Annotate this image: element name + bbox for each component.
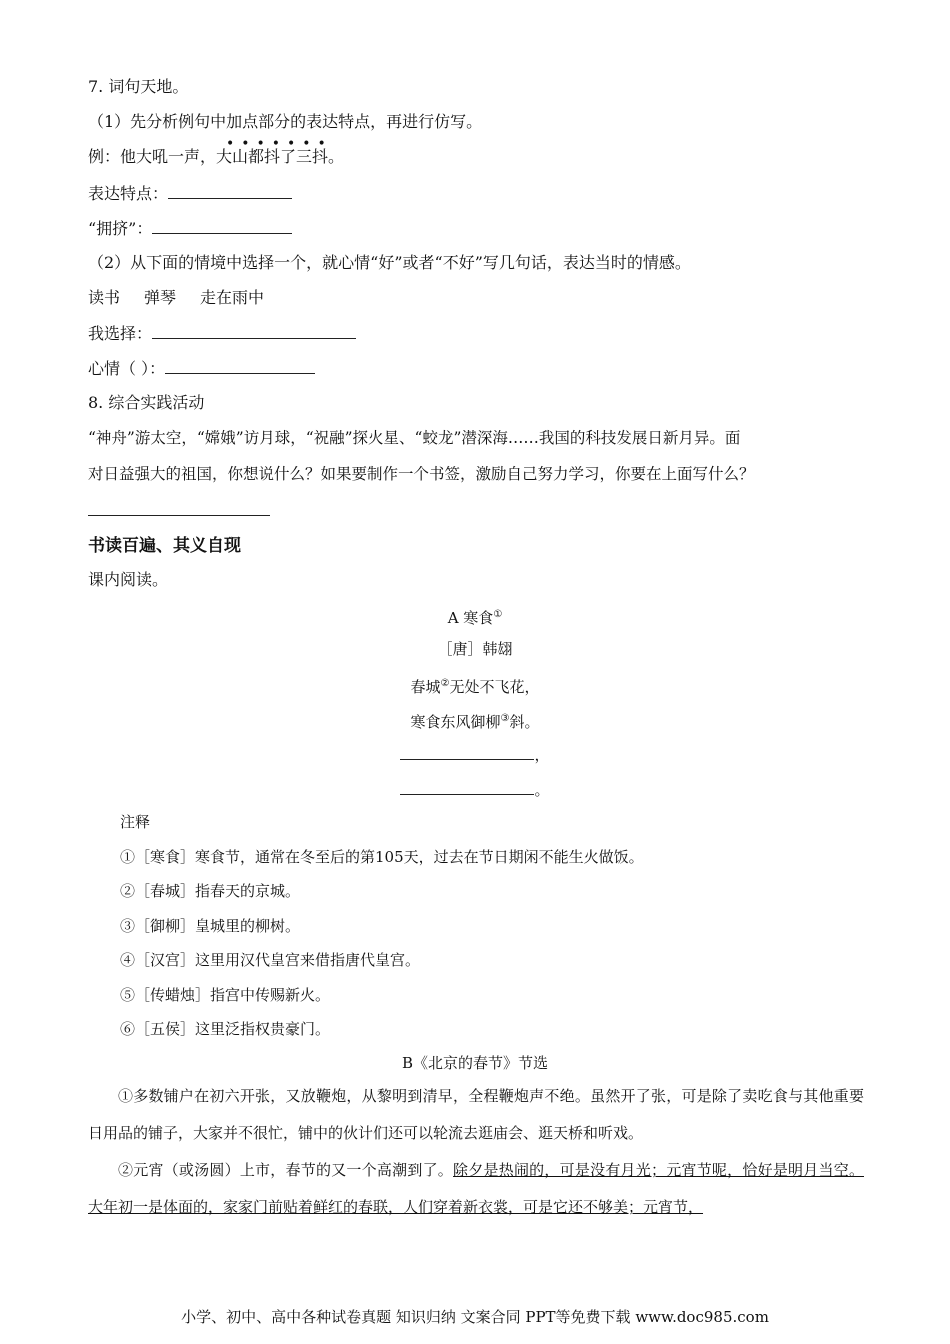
poem-blank-line1	[0, 743, 950, 766]
note-item: ⑥［五侯］这里泛指权贵豪门。	[120, 1020, 331, 1038]
poem-line2	[0, 708, 950, 733]
feature-blank[interactable]	[168, 182, 292, 199]
poem-blank2[interactable]	[400, 778, 534, 795]
mood-blank[interactable]	[165, 357, 315, 374]
note-item: ③［御柳］皇城里的柳树。	[120, 917, 301, 935]
option-piano: 弹琴	[144, 288, 177, 307]
example-prefix: 例：他大吼一声，	[88, 147, 217, 166]
poem-title-note: ①	[493, 609, 503, 620]
options-row	[88, 287, 264, 309]
poem-blank-line2	[0, 778, 950, 801]
emphasis-dots: •••••••	[226, 136, 333, 152]
choose-row	[88, 322, 356, 345]
poem-blank2-end: 。	[534, 781, 550, 799]
poem-line1-b: 无处不飞花，	[449, 678, 540, 696]
section-heading: 书读百遍、其义自现	[88, 536, 241, 556]
example-dotted: 大山都抖了三抖	[216, 147, 329, 166]
note-item: ①［寒食］寒食节，通常在冬至后的第105天，过去在节日期闲不能生火做饭。	[120, 848, 644, 866]
poem-author: ［唐］韩翃	[437, 640, 513, 658]
passage-p1: ①多数铺户在初六开张，又放鞭炮，从黎明到清早，全程鞭炮声不绝。虽然开了张，可是除了卖吃食与其他重要日用品的铺子，大家并不很忙，铺中的伙计们还可以轮流去逛庙会、逛天桥和听戏。	[88, 1087, 864, 1142]
poem-line1	[0, 673, 950, 698]
poem-line2-note: ③	[500, 713, 510, 724]
poem-line2-a: 寒食东风御柳	[410, 713, 501, 731]
q8-title: 8. 综合实践活动	[88, 393, 205, 412]
answer-line[interactable]	[88, 515, 270, 516]
poem-line1-a: 春城	[410, 678, 441, 696]
crowd-label: “拥挤”：	[88, 219, 153, 238]
q8-line1: “神舟”游太空，“嫦娥”访月球，“祝融”探火星、“蛟龙”潜深海……我国的科技发展日新月异。面	[88, 429, 741, 447]
q7-title: 7. 词句天地。	[88, 77, 189, 96]
q7-part1: （1）先分析例句中加点部分的表达特点，再进行仿写。	[88, 112, 483, 131]
q8-line2: 对日益强大的祖国，你想说什么？如果要制作一个书签，激励自己努力学习，你要在上面写什么？	[88, 465, 755, 483]
note-item: ④［汉宫］这里用汉代皇宫来借指唐代皇宫。	[120, 951, 421, 969]
feature-label: 表达特点：	[88, 184, 169, 203]
passage-p2	[88, 1152, 864, 1226]
choose-blank[interactable]	[152, 322, 356, 339]
poem-title	[0, 604, 950, 629]
poem-line1-note: ②	[440, 678, 450, 689]
poem-title-text: A 寒食	[447, 609, 494, 627]
crowd-blank[interactable]	[152, 217, 292, 234]
passage-p2-underlined: 除夕是热闹的，可是没有月光；元宵节呢，恰好是明月当空。大年初一是体面的，家家门前贴着鲜红的春联，人们穿着新衣裳，可是它还不够美；元宵节，	[88, 1161, 864, 1216]
poem-blank1[interactable]	[400, 743, 534, 760]
example-suffix: 。	[328, 147, 345, 166]
passage-title: B《北京的春节》节选	[401, 1054, 549, 1072]
choose-label: 我选择：	[88, 324, 153, 343]
notes-heading: 注释	[120, 813, 151, 831]
passage-p2-plain: ②元宵（或汤圆）上市，春节的又一个高潮到了。	[118, 1161, 454, 1179]
option-rain: 走在雨中	[200, 288, 265, 307]
note-item: ②［春城］指春天的京城。	[120, 882, 301, 900]
poem-line2-b: 斜。	[509, 713, 540, 731]
q7-part2: （2）从下面的情境中选择一个，就心情“好”或者“不好”写几句话，表达当时的情感。	[88, 253, 691, 272]
mood-row	[88, 357, 315, 380]
section-intro: 课内阅读。	[88, 570, 169, 589]
mood-label: 心情（ ）：	[88, 359, 166, 378]
crowd-row	[88, 217, 292, 240]
note-item: ⑤［传蜡烛］指宫中传赐新火。	[120, 986, 331, 1004]
footer-text: 小学、初中、高中各种试卷真题 知识归纳 文案合同 PPT等免费下载 www.doc985.com	[181, 1308, 769, 1326]
feature-row	[88, 182, 292, 205]
poem-blank1-end: ，	[534, 746, 550, 764]
option-read: 读书	[88, 288, 121, 307]
